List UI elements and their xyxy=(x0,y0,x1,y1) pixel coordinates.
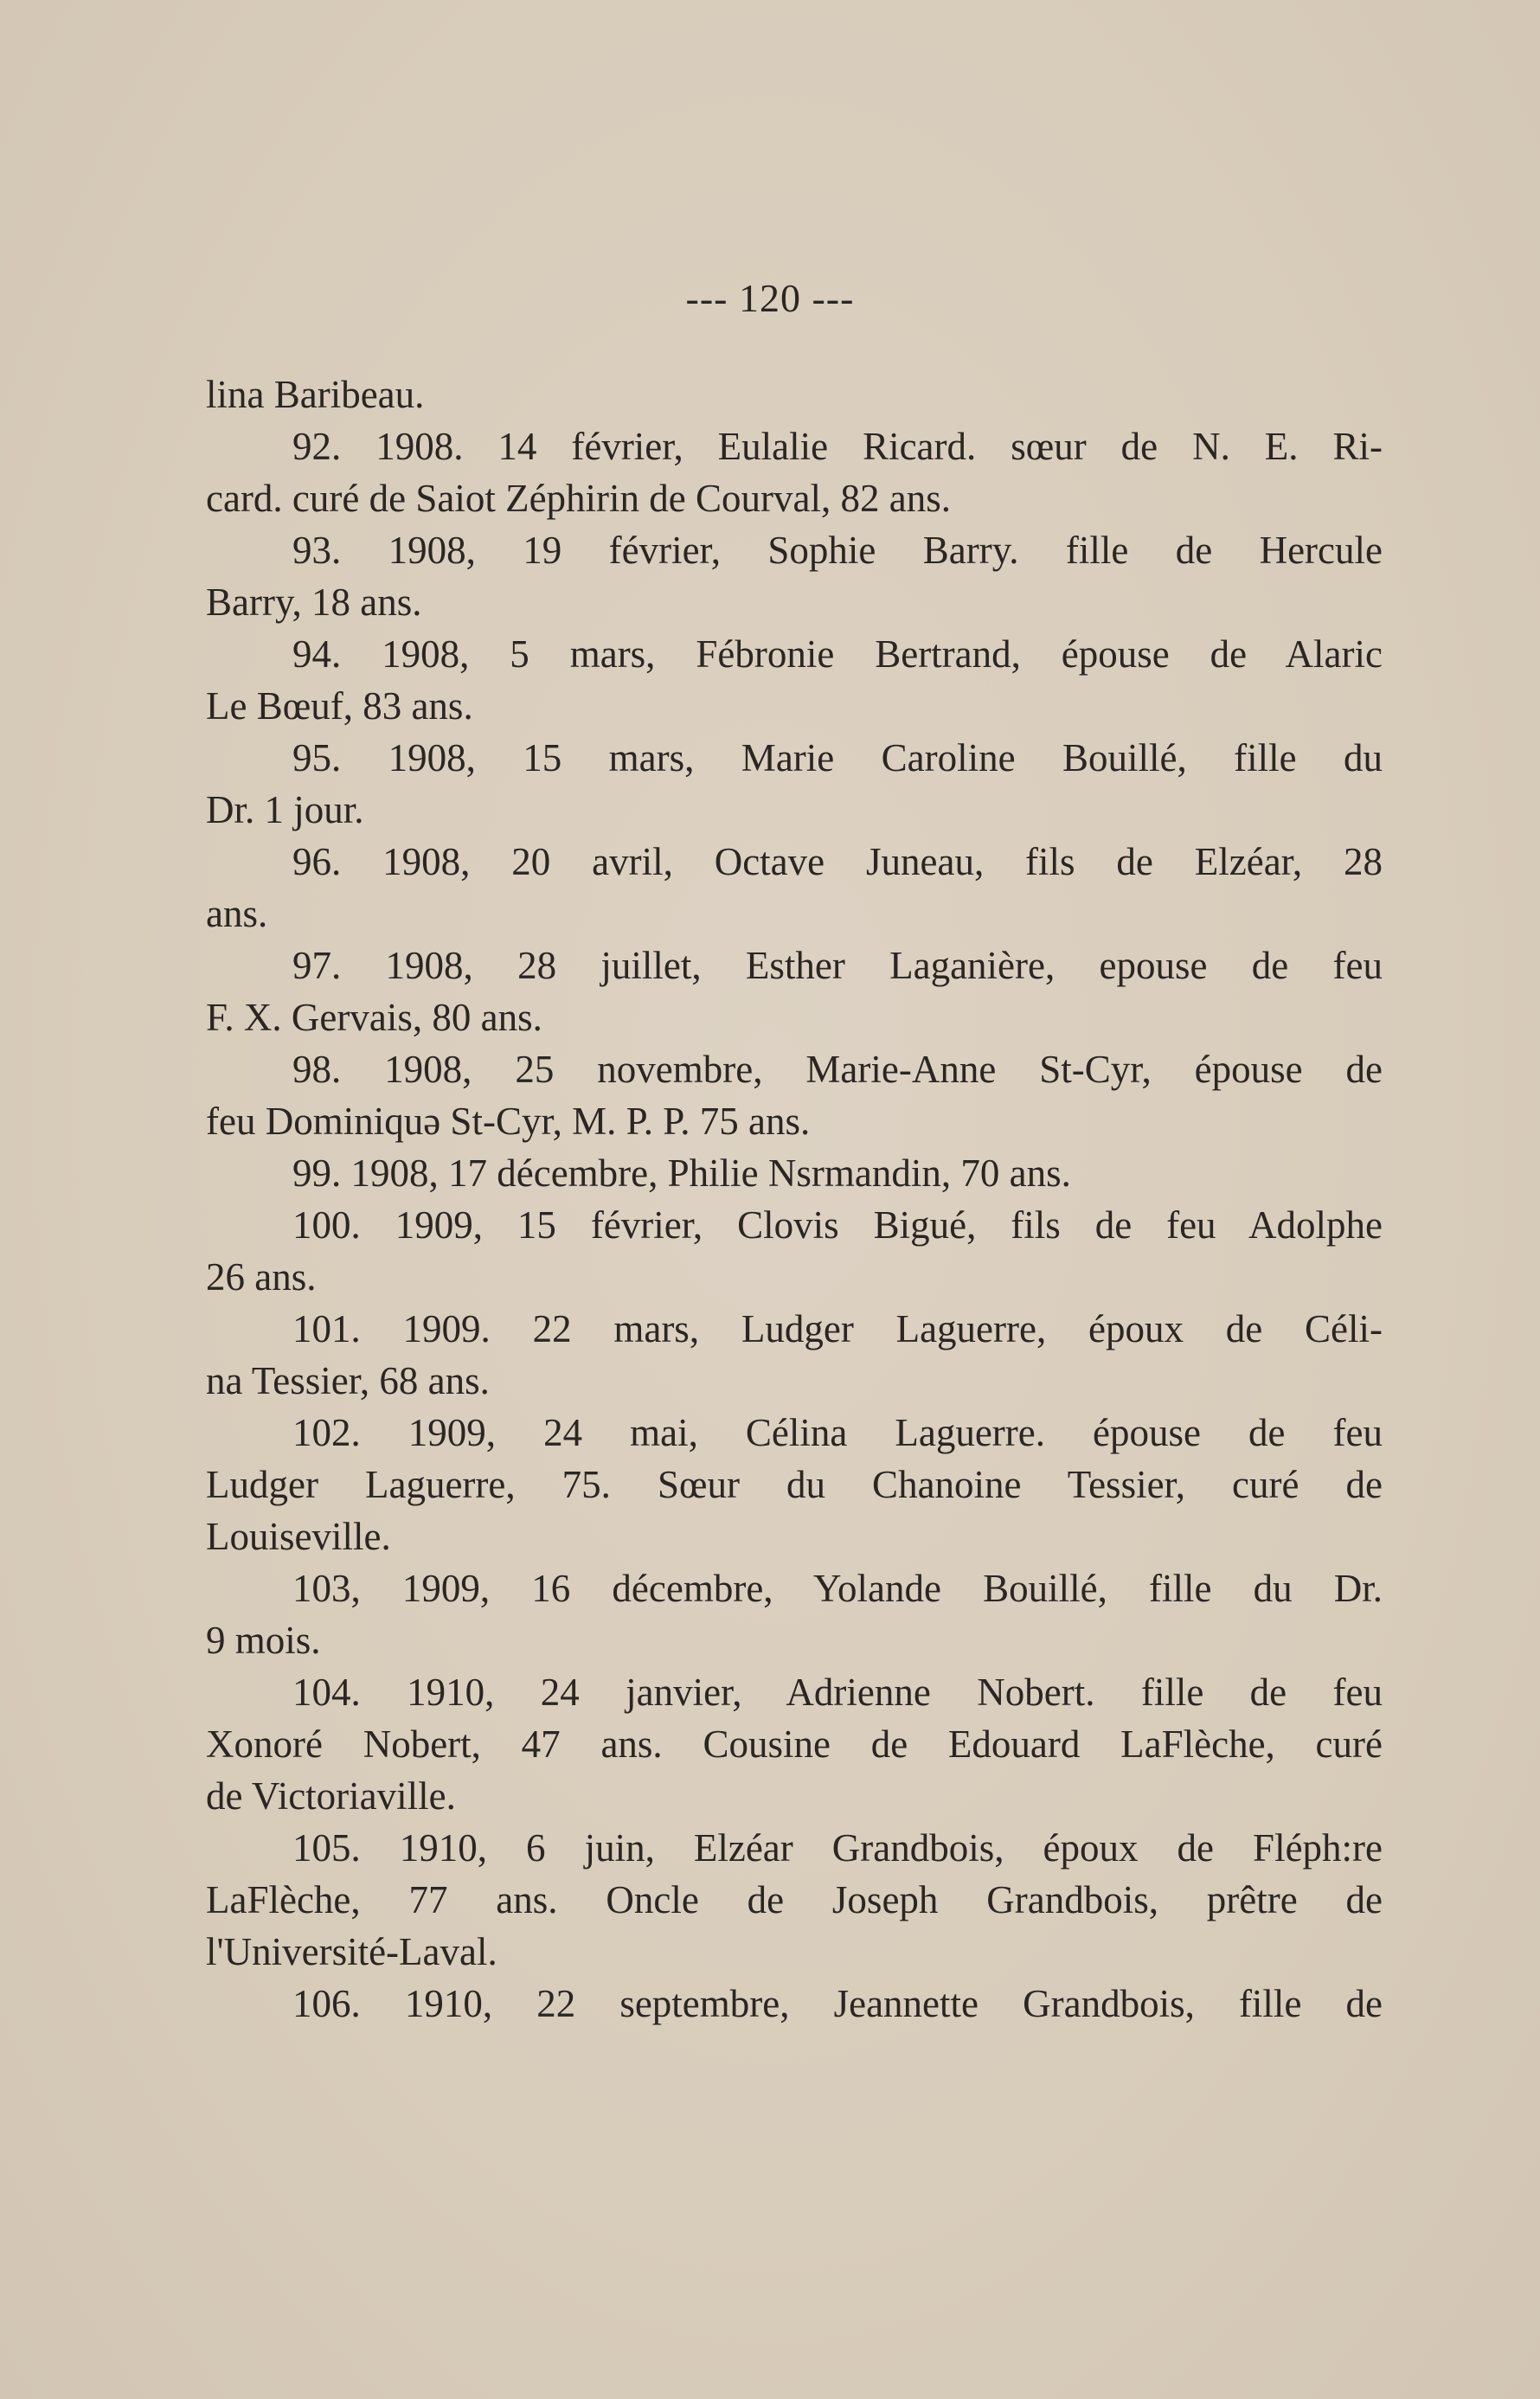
text-line: 98. 1908, 25 novembre, Marie-Anne St-Cyr, épouse de xyxy=(292,1048,1383,1091)
text-line: 94. 1908, 5 mars, Fébronie Bertrand, épouse de Alaric xyxy=(292,632,1383,676)
text-line: 106. 1910, 22 septembre, Jeannette Grandbois, fille de xyxy=(292,1982,1383,2025)
register-text xyxy=(206,369,1383,2030)
text-line: Barry, 18 ans. xyxy=(206,581,422,624)
text-line: 9 mois. xyxy=(206,1619,321,1662)
text-line: de Victoriaville. xyxy=(206,1774,456,1818)
text-line: 92. 1908. 14 février, Eulalie Ricard. sœur de N. E. Ri- xyxy=(292,425,1383,468)
text-line: lina Baribeau. xyxy=(206,373,425,416)
text-line: 100. 1909, 15 février, Clovis Bigué, fils de feu Adolphe xyxy=(292,1203,1383,1247)
text-line: 102. 1909, 24 mai, Célina Laguerre. épouse de feu xyxy=(292,1411,1383,1454)
text-line: 96. 1908, 20 avril, Octave Juneau, fils de Elzéar, 28 xyxy=(292,840,1383,883)
text-line: 93. 1908, 19 février, Sophie Barry. fille de Hercule xyxy=(292,529,1383,572)
text-line: feu Dominiquə St-Cyr, M. P. P. 75 ans. xyxy=(206,1100,811,1143)
text-line: 97. 1908, 28 juillet, Esther Laganière, epouse de feu xyxy=(292,944,1383,987)
text-line: 95. 1908, 15 mars, Marie Caroline Bouillé, fille du xyxy=(292,736,1383,779)
text-line: card. curé de Saiot Zéphirin de Courval, 82 ans. xyxy=(206,477,951,520)
text-line: ans. xyxy=(206,892,268,935)
text-line: na Tessier, 68 ans. xyxy=(206,1359,490,1402)
text-line: Dr. 1 jour. xyxy=(206,788,364,831)
text-line: 103, 1909, 16 décembre, Yolande Bouillé, fille du Dr. xyxy=(292,1567,1383,1610)
text-line: l'Université-Laval. xyxy=(206,1930,497,1973)
text-line: Ludger Laguerre, 75. Sœur du Chanoine Tessier, curé de xyxy=(206,1463,1383,1506)
text-line: 26 ans. xyxy=(206,1255,317,1299)
text-line: F. X. Gervais, 80 ans. xyxy=(206,996,542,1039)
text-line: 104. 1910, 24 janvier, Adrienne Nobert. fille de feu xyxy=(292,1671,1383,1714)
text-line: 99. 1908, 17 décembre, Philie Nsrmandin, 70 ans. xyxy=(292,1151,1071,1195)
text-line: 101. 1909. 22 mars, Ludger Laguerre, époux de Céli- xyxy=(292,1307,1383,1350)
page-number: --- 120 --- xyxy=(685,276,855,320)
text-line: 105. 1910, 6 juin, Elzéar Grandbois, époux de Fléph:re xyxy=(292,1826,1383,1870)
text-line: LaFlèche, 77 ans. Oncle de Joseph Grandbois, prêtre de xyxy=(206,1878,1383,1921)
text-line: Le Bœuf, 83 ans. xyxy=(206,684,473,728)
text-line: Xonoré Nobert, 47 ans. Cousine de Edouard LaFlèche, curé xyxy=(206,1722,1383,1766)
text-line: Louiseville. xyxy=(206,1515,391,1558)
